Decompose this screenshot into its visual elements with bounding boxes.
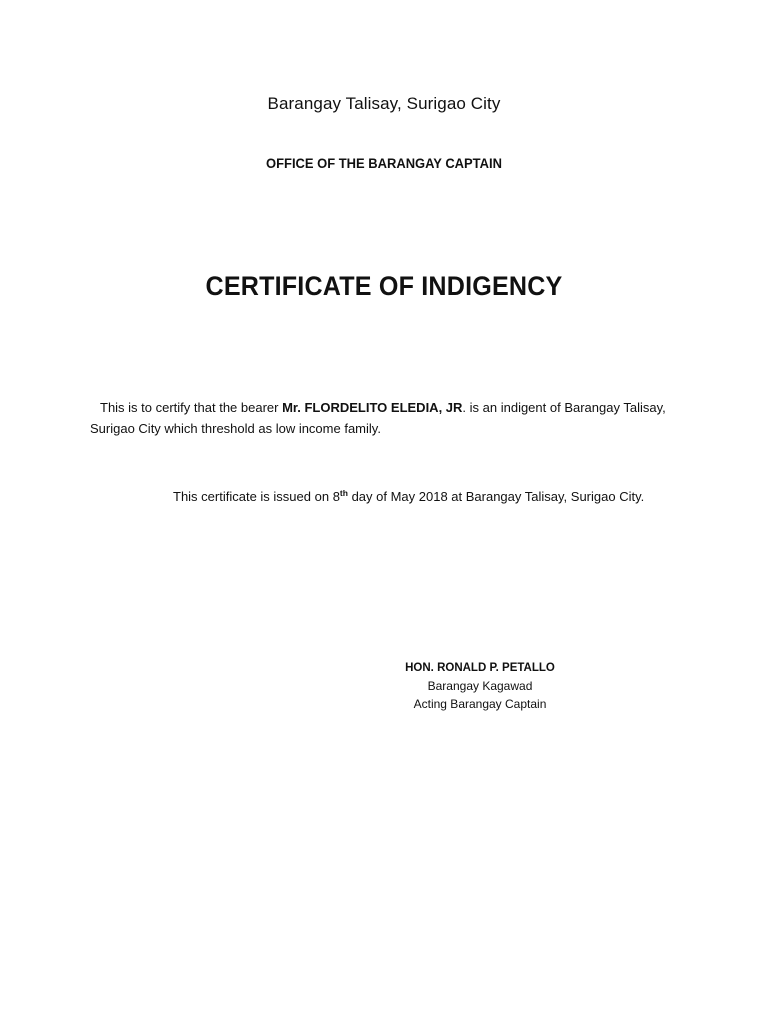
signatory-block	[380, 659, 580, 713]
signatory-name: HON. RONALD P. PETALLO	[405, 662, 555, 674]
issuance-prefix: This certificate is issued on	[173, 489, 333, 504]
signatory-role: Acting Barangay Captain	[413, 697, 547, 711]
issuance-paragraph	[173, 487, 733, 507]
issuance-suffix: day of May 2018 at Barangay Talisay, Surigao City.	[347, 489, 645, 504]
issuance-day-suffix: th	[339, 488, 348, 498]
barangay-location-header: Barangay Talisay, Surigao City	[267, 94, 501, 113]
document-title: CERTIFICATE OF INDIGENCY	[205, 271, 563, 301]
bearer-name: Mr. FLORDELITO ELEDIA, JR	[282, 400, 463, 415]
certification-rest: . is an indigent of Barangay Talisay, Surigao City which threshold as low income family.	[90, 400, 666, 436]
certification-paragraph	[90, 397, 670, 439]
issuance-day: 8	[332, 489, 340, 504]
signatory-position: Barangay Kagawad	[427, 679, 533, 693]
office-header: OFFICE OF THE BARANGAY CAPTAIN	[266, 156, 502, 171]
certification-intro: This is to certify that the bearer	[100, 400, 283, 415]
